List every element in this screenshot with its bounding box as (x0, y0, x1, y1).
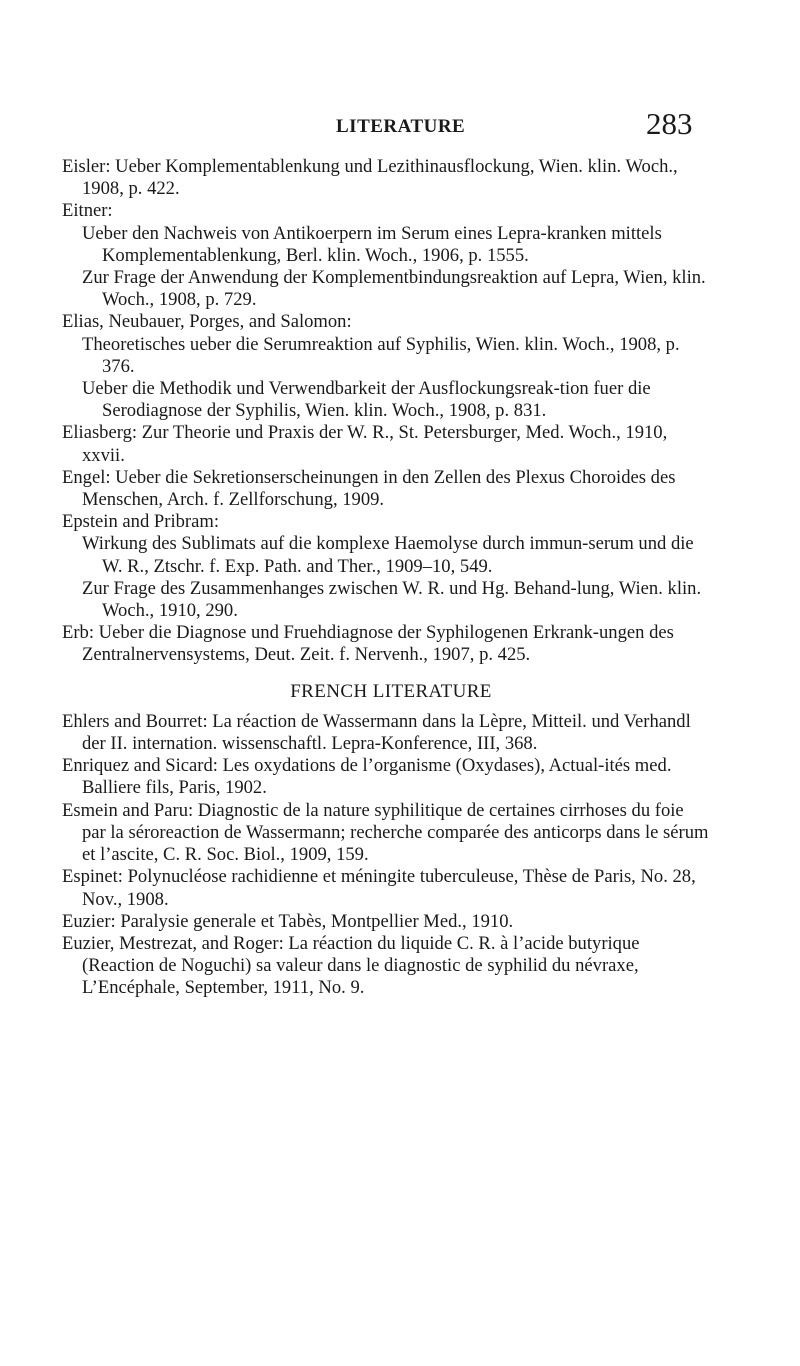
entry-eitner-author: Eitner: (62, 200, 113, 222)
section-heading-french: FRENCH LITERATURE (290, 680, 492, 702)
entry-eitner-2: Zur Frage der Anwendung der Komplementbindungsreaktion auf Lepra, Wien, klin. Woch., 1908, p. 729. (82, 267, 706, 311)
entry-enriquez: Enriquez and Sicard: Les oxydations de l’organisme (Oxydases), Actual-ités med. Balliere fils, Paris, 1902. (62, 755, 672, 799)
running-head: LITERATURE (336, 116, 466, 137)
entry-epstein-2: Zur Frage des Zusammenhanges zwischen W. R. und Hg. Behand-lung, Wien. klin. Woch., 1910, 290. (82, 577, 702, 622)
entry-eitner-1: Ueber den Nachweis von Antikoerpern im Serum eines Lepra-kranken mittels Komplementablenkung, Berl. klin. Woch., 1906, p. 1555. (82, 222, 662, 266)
entry-epstein-1: Wirkung des Sublimats auf die komplexe Haemolyse durch immun-serum und die W. R., Ztschr. f. Exp. Path. and Ther., 1909–10, 549. (82, 533, 694, 577)
entry-eisler: Eisler: Ueber Komplementablenkung und Lezithinausflockung, Wien. klin. Woch., 1908, p. 422. (62, 156, 678, 200)
entry-engel: Engel: Ueber die Sekretionserscheinungen in den Zellen des Plexus Choroides des Menschen, Arch. f. Zellforschung, 1909. (62, 466, 676, 511)
entry-esmein: Esmein and Paru: Diagnostic de la nature syphilitique de certaines cirrhoses du foie par la séroreaction de Wassermann; recherche comparée des anticorps dans le sérum et l’ascite, C. R. Soc. Biol., 1909, 159. (62, 799, 709, 866)
entry-eliasberg: Eliasberg: Zur Theorie und Praxis der W. R., St. Petersburger, Med. Woch., 1910, xxvii. (62, 422, 668, 466)
page-number: 283 (646, 106, 693, 141)
entry-ehlers: Ehlers and Bourret: La réaction de Wassermann dans la Lèpre, Mitteil. und Verhandl der II. internation. wissenschaftl. Lepra-Konference, III, 368. (62, 710, 691, 755)
bibliography (62, 156, 712, 1000)
entry-elias-2: Ueber die Methodik und Verwendbarkeit der Ausflockungsreak-tion fuer die Serodiagnose der Syphilis, Wien. klin. Woch., 1908, p. 831. (82, 378, 651, 422)
page-header (0, 104, 800, 144)
entry-euzier-2: Euzier, Mestrezat, and Roger: La réaction du liquide C. R. à l’acide butyrique (Reaction de Noguchi) sa valeur dans le diagnostic de syphilid du névraxe, L’Encéphale, September, 1911, No. 9. (62, 932, 640, 999)
entry-elias-1: Theoretisches ueber die Serumreaktion auf Syphilis, Wien. klin. Woch., 1908, p. 376. (82, 333, 680, 377)
entry-erb: Erb: Ueber die Diagnose und Fruehdiagnose der Syphilogenen Erkrank-ungen des Zentralnervensystems, Deut. Zeit. f. Nervenh., 1907, p. 425. (62, 622, 674, 666)
entry-espinet: Espinet: Polynucléose rachidienne et méningite tuberculeuse, Thèse de Paris, No. 28, Nov., 1908. (62, 866, 696, 910)
entry-euzier-1: Euzier: Paralysie generale et Tabès, Montpellier Med., 1910. (62, 910, 514, 932)
entry-epstein-author: Epstein and Pribram: (62, 511, 219, 533)
entry-elias-author: Elias, Neubauer, Porges, and Salomon: (62, 311, 352, 333)
